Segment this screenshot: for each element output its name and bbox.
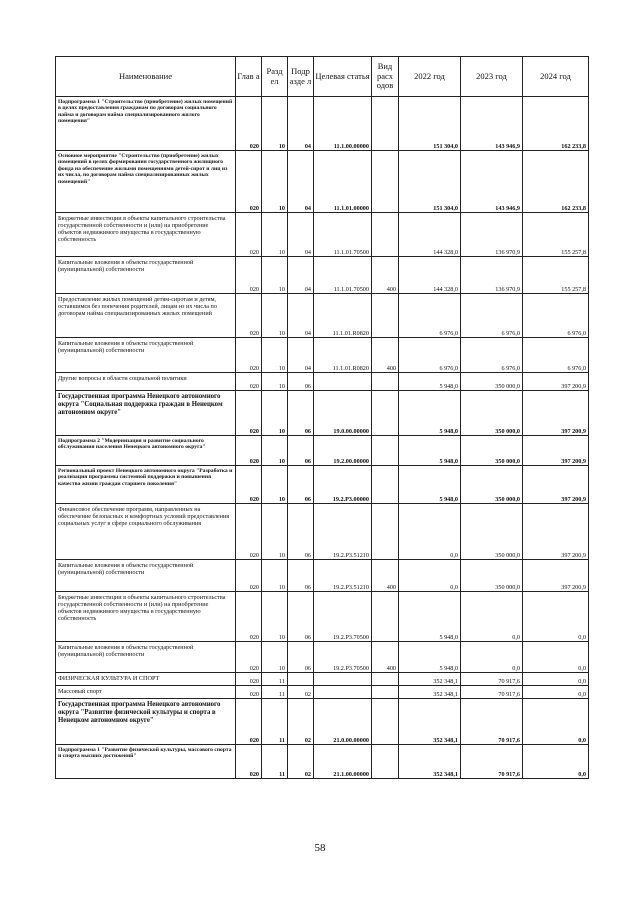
table-row bbox=[56, 436, 589, 466]
row-section: 10 bbox=[262, 213, 288, 257]
row-2022: 151 304,0 bbox=[399, 97, 461, 151]
row-chapter: 020 bbox=[236, 436, 262, 466]
header-subsection: Подр азде л bbox=[288, 57, 314, 97]
row-chapter: 020 bbox=[236, 504, 262, 560]
row-2022: 6 976,0 bbox=[399, 338, 461, 373]
row-2024: 0,0 bbox=[523, 642, 589, 673]
row-section: 10 bbox=[262, 257, 288, 294]
row-name: Бюджетные инвестиции в объекты капитального строительства государственной собственности и (или) на приобретение объектов недвижимого имущества в государственную собственность bbox=[56, 213, 236, 257]
row-section: 11 bbox=[262, 745, 288, 779]
row-expense-type bbox=[372, 504, 399, 560]
row-2024: 6 976,0 bbox=[523, 294, 589, 338]
header-chapter: Глав а bbox=[236, 57, 262, 97]
row-2022: 5 948,0 bbox=[399, 466, 461, 504]
row-2022: 5 948,0 bbox=[399, 436, 461, 466]
row-2024: 397 200,9 bbox=[523, 504, 589, 560]
table-row bbox=[56, 592, 589, 642]
row-chapter: 020 bbox=[236, 560, 262, 592]
row-2024: 162 233,8 bbox=[523, 151, 589, 213]
row-2023: 350 000,0 bbox=[461, 436, 523, 466]
row-target: 19.2.P3.51210 bbox=[314, 560, 372, 592]
row-2024: 0,0 bbox=[523, 592, 589, 642]
row-expense-type bbox=[372, 436, 399, 466]
row-section: 10 bbox=[262, 97, 288, 151]
table-row bbox=[56, 151, 589, 213]
row-2022: 151 304,0 bbox=[399, 151, 461, 213]
row-2023: 70 917,6 bbox=[461, 686, 523, 699]
row-2024: 0,0 bbox=[523, 745, 589, 779]
table-row bbox=[56, 373, 589, 391]
table-row bbox=[56, 745, 589, 779]
row-chapter: 020 bbox=[236, 686, 262, 699]
row-target: 19.2.P3.70500 bbox=[314, 642, 372, 673]
header-2024: 2024 год bbox=[523, 57, 589, 97]
row-subsection: 02 bbox=[288, 699, 314, 745]
table-row bbox=[56, 294, 589, 338]
row-name: Основное мероприятие "Строительство (приобретение) жилых помещений в целях формирования государственного жилищного фонда на обеспечение жилыми помещениями детей-сирот и лиц из их числа, по договорам найма специализированных жилых помещений" bbox=[56, 151, 236, 213]
row-subsection: 06 bbox=[288, 466, 314, 504]
row-2024: 0,0 bbox=[523, 699, 589, 745]
row-2024: 155 257,8 bbox=[523, 213, 589, 257]
row-section: 10 bbox=[262, 294, 288, 338]
row-2023: 70 917,6 bbox=[461, 745, 523, 779]
page-number: 58 bbox=[314, 842, 326, 854]
row-chapter: 020 bbox=[236, 213, 262, 257]
row-name: Капитальные вложения в объекты государственной (муниципальной) собственности bbox=[56, 560, 236, 592]
row-name: Бюджетные инвестиции в объекты капитального строительства государственной собственности и (или) на приобретение объектов недвижимого имущества в государственную собственность bbox=[56, 592, 236, 642]
row-target: 21.0.00.00000 bbox=[314, 699, 372, 745]
budget-table-container bbox=[55, 56, 588, 779]
row-target: 11.1.01.R0820 bbox=[314, 294, 372, 338]
row-2024: 397 200,9 bbox=[523, 436, 589, 466]
row-2024: 397 200,9 bbox=[523, 391, 589, 436]
row-subsection: 04 bbox=[288, 294, 314, 338]
row-name: Подпрограмма 1 "Развитие физической культуры, массового спорта и спорта высших достижений" bbox=[56, 745, 236, 779]
row-2022: 5 948,0 bbox=[399, 373, 461, 391]
table-row bbox=[56, 257, 589, 294]
row-2022: 352 348,1 bbox=[399, 686, 461, 699]
row-name: Предоставление жилых помещений детям-сиротам и детям, оставшимся без попечения родителей, лицам из их числа по договорам найма специализированных жилых помещений bbox=[56, 294, 236, 338]
row-subsection: 06 bbox=[288, 504, 314, 560]
table-row bbox=[56, 97, 589, 151]
row-target: 19.2.00.00000 bbox=[314, 436, 372, 466]
table-row bbox=[56, 504, 589, 560]
row-name: Подпрограмма 1 "Строительство (приобретение) жилых помещений в целях предоставления гражданам по договорам социального найма и договорам найма специализированного жилого помещения" bbox=[56, 97, 236, 151]
table-row bbox=[56, 699, 589, 745]
row-2024: 397 200,9 bbox=[523, 373, 589, 391]
row-2022: 6 976,0 bbox=[399, 294, 461, 338]
row-expense-type bbox=[372, 745, 399, 779]
row-2023: 350 000,0 bbox=[461, 391, 523, 436]
row-subsection: 06 bbox=[288, 373, 314, 391]
row-2022: 352 348,1 bbox=[399, 745, 461, 779]
row-section: 10 bbox=[262, 642, 288, 673]
row-expense-type bbox=[372, 699, 399, 745]
row-section: 10 bbox=[262, 391, 288, 436]
row-2022: 5 948,0 bbox=[399, 391, 461, 436]
row-expense-type bbox=[372, 686, 399, 699]
row-expense-type bbox=[372, 213, 399, 257]
row-2023: 143 946,9 bbox=[461, 151, 523, 213]
row-subsection: 06 bbox=[288, 560, 314, 592]
table-row bbox=[56, 560, 589, 592]
row-expense-type bbox=[372, 151, 399, 213]
row-section: 10 bbox=[262, 373, 288, 391]
row-2023: 143 946,9 bbox=[461, 97, 523, 151]
row-2023: 136 970,9 bbox=[461, 213, 523, 257]
header-section: Разд ел bbox=[262, 57, 288, 97]
row-subsection: 02 bbox=[288, 745, 314, 779]
row-subsection: 04 bbox=[288, 257, 314, 294]
row-target bbox=[314, 673, 372, 686]
row-2022: 144 328,0 bbox=[399, 213, 461, 257]
row-2023: 350 000,0 bbox=[461, 504, 523, 560]
row-target: 19.2.P3.51210 bbox=[314, 504, 372, 560]
row-expense-type bbox=[372, 391, 399, 436]
row-name: Массовый спорт bbox=[56, 686, 236, 699]
row-2023: 6 976,0 bbox=[461, 294, 523, 338]
row-2024: 397 200,9 bbox=[523, 560, 589, 592]
table-row bbox=[56, 213, 589, 257]
row-expense-type bbox=[372, 466, 399, 504]
row-expense-type: 400 bbox=[372, 642, 399, 673]
row-subsection: 06 bbox=[288, 436, 314, 466]
row-expense-type bbox=[372, 592, 399, 642]
budget-table bbox=[55, 56, 589, 779]
row-chapter: 020 bbox=[236, 391, 262, 436]
row-subsection: 06 bbox=[288, 642, 314, 673]
row-name: Финансовое обеспечение программ, направленных на обеспечение безопасных и комфортных условий предоставления социальных услуг в сфере социального обслуживания bbox=[56, 504, 236, 560]
row-expense-type bbox=[372, 294, 399, 338]
row-name: Государственная программа Ненецкого автономного округа "Развитие физической культуры и спорта в Ненецком автономном округе" bbox=[56, 699, 236, 745]
row-expense-type bbox=[372, 97, 399, 151]
row-target: 11.1.01.00000 bbox=[314, 151, 372, 213]
row-name: Капитальные вложения в объекты государственной (муниципальной) собственности bbox=[56, 257, 236, 294]
row-target: 11.1.01.70500 bbox=[314, 257, 372, 294]
row-2023: 0,0 bbox=[461, 642, 523, 673]
row-section: 10 bbox=[262, 151, 288, 213]
table-row bbox=[56, 686, 589, 699]
row-target: 11.1.01.R0820 bbox=[314, 338, 372, 373]
header-expense-type: Вид расх одов bbox=[372, 57, 399, 97]
row-2023: 0,0 bbox=[461, 592, 523, 642]
row-expense-type bbox=[372, 673, 399, 686]
row-subsection: 04 bbox=[288, 213, 314, 257]
row-chapter: 020 bbox=[236, 466, 262, 504]
row-name: Региональный проект Ненецкого автономного округа "Разработка и реализация программы системной поддержки и повышения качества жизни граждан старшего поколения" bbox=[56, 466, 236, 504]
row-expense-type: 400 bbox=[372, 560, 399, 592]
row-chapter: 020 bbox=[236, 257, 262, 294]
row-chapter: 020 bbox=[236, 97, 262, 151]
row-target: 11.1.01.70500 bbox=[314, 213, 372, 257]
header-name: Наименование bbox=[56, 57, 236, 97]
row-2022: 144 328,0 bbox=[399, 257, 461, 294]
row-section: 10 bbox=[262, 466, 288, 504]
row-2024: 0,0 bbox=[523, 686, 589, 699]
table-header-row bbox=[56, 57, 589, 97]
row-2023: 136 970,9 bbox=[461, 257, 523, 294]
row-name: Государственная программа Ненецкого автономного округа "Социальная поддержка граждан в Ненецком автономном округе" bbox=[56, 391, 236, 436]
row-chapter: 020 bbox=[236, 294, 262, 338]
row-name: Капитальные вложения в объекты государственной (муниципальной) собственности bbox=[56, 642, 236, 673]
row-2023: 350 000,0 bbox=[461, 466, 523, 504]
header-2023: 2023 год bbox=[461, 57, 523, 97]
row-2022: 5 948,0 bbox=[399, 642, 461, 673]
row-section: 10 bbox=[262, 436, 288, 466]
header-target: Целевая статья bbox=[314, 57, 372, 97]
row-2024: 155 257,8 bbox=[523, 257, 589, 294]
row-section: 11 bbox=[262, 673, 288, 686]
row-2022: 5 948,0 bbox=[399, 592, 461, 642]
row-chapter: 020 bbox=[236, 592, 262, 642]
row-section: 10 bbox=[262, 560, 288, 592]
row-section: 10 bbox=[262, 338, 288, 373]
row-chapter: 020 bbox=[236, 745, 262, 779]
table-row bbox=[56, 391, 589, 436]
row-expense-type bbox=[372, 373, 399, 391]
row-2023: 350 000,0 bbox=[461, 560, 523, 592]
row-2022: 352 348,1 bbox=[399, 673, 461, 686]
row-chapter: 020 bbox=[236, 373, 262, 391]
row-2023: 6 976,0 bbox=[461, 338, 523, 373]
row-2024: 6 976,0 bbox=[523, 338, 589, 373]
row-target: 19.2.P3.70500 bbox=[314, 592, 372, 642]
row-target: 21.1.00.00000 bbox=[314, 745, 372, 779]
row-expense-type: 400 bbox=[372, 257, 399, 294]
row-section: 11 bbox=[262, 699, 288, 745]
row-target: 19.0.00.00000 bbox=[314, 391, 372, 436]
row-2022: 0,0 bbox=[399, 504, 461, 560]
row-2022: 352 348,1 bbox=[399, 699, 461, 745]
row-target bbox=[314, 686, 372, 699]
row-section: 11 bbox=[262, 686, 288, 699]
row-2024: 162 233,8 bbox=[523, 97, 589, 151]
row-section: 10 bbox=[262, 504, 288, 560]
row-target bbox=[314, 373, 372, 391]
row-section: 10 bbox=[262, 592, 288, 642]
table-row bbox=[56, 338, 589, 373]
row-chapter: 020 bbox=[236, 338, 262, 373]
row-chapter: 020 bbox=[236, 673, 262, 686]
row-subsection: 02 bbox=[288, 686, 314, 699]
row-chapter: 020 bbox=[236, 699, 262, 745]
row-name: Другие вопросы в области социальной политики bbox=[56, 373, 236, 391]
table-row bbox=[56, 642, 589, 673]
row-2023: 70 917,6 bbox=[461, 673, 523, 686]
row-chapter: 020 bbox=[236, 151, 262, 213]
row-2024: 397 200,9 bbox=[523, 466, 589, 504]
row-2023: 70 917,6 bbox=[461, 699, 523, 745]
row-target: 19.2.P3.00000 bbox=[314, 466, 372, 504]
row-subsection bbox=[288, 673, 314, 686]
table-row bbox=[56, 466, 589, 504]
row-2022: 0,0 bbox=[399, 560, 461, 592]
row-subsection: 04 bbox=[288, 151, 314, 213]
table-row bbox=[56, 673, 589, 686]
row-subsection: 04 bbox=[288, 97, 314, 151]
row-subsection: 06 bbox=[288, 592, 314, 642]
row-subsection: 04 bbox=[288, 338, 314, 373]
row-chapter: 020 bbox=[236, 642, 262, 673]
row-target: 11.1.00.00000 bbox=[314, 97, 372, 151]
row-name: Подпрограмма 2 "Модернизация и развитие социального обслуживания населения Ненецкого автономного округа" bbox=[56, 436, 236, 466]
header-2022: 2022 год bbox=[399, 57, 461, 97]
row-subsection: 06 bbox=[288, 391, 314, 436]
row-2024: 0,0 bbox=[523, 673, 589, 686]
row-expense-type: 400 bbox=[372, 338, 399, 373]
row-name: ФИЗИЧЕСКАЯ КУЛЬТУРА И СПОРТ bbox=[56, 673, 236, 686]
row-2023: 350 000,0 bbox=[461, 373, 523, 391]
row-name: Капитальные вложения в объекты государственной (муниципальной) собственности bbox=[56, 338, 236, 373]
